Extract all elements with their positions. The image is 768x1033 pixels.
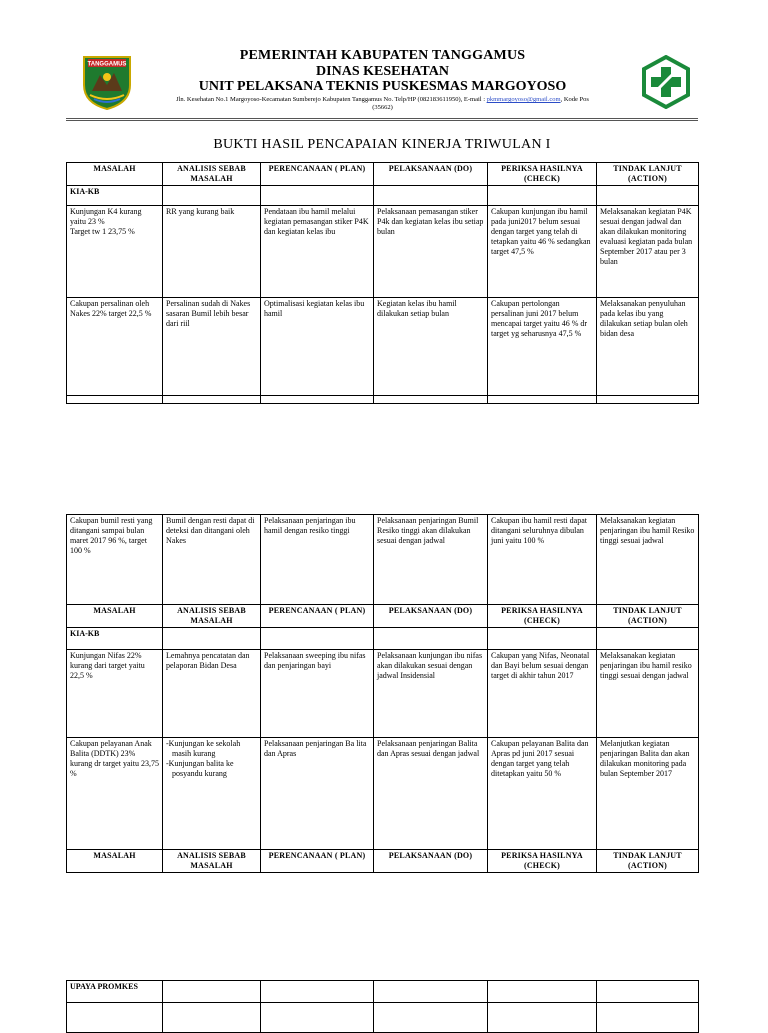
table-header-row: [67, 605, 699, 628]
col-do: PELAKSANAAN (DO): [374, 163, 488, 186]
table-row: [67, 515, 699, 605]
logo-text: TANGGAMUS: [87, 61, 127, 68]
cell-action: Melaksanakan kegiatan penjaringan ibu hamil resiko tinggi sesuai dengan jadwal: [597, 650, 699, 738]
postal-code: (35662): [372, 104, 393, 111]
table-row: [67, 206, 699, 298]
col-action: TINDAK LANJUT (ACTION): [597, 163, 699, 186]
address-text: Jln. Kesehatan No.1 Margoyoso-Kecamatan Sumberejo Kabupaten Tanggamus No. Telp/HP (082183611950), E-mail :: [176, 96, 485, 103]
cell-analisis: Lemahnya pencatatan dan pelaporan Bidan Desa: [163, 650, 261, 738]
cell-masalah: Kunjungan Nifas 22% kurang dari target yaitu 22,5 %: [67, 650, 163, 738]
col-analisis: ANALISIS SEBAB MASALAH: [163, 605, 261, 628]
section-kia: KIA-KB: [67, 186, 163, 206]
cell-action: Melaksanakan kegiatan P4K sesuai dengan jadwal dan akan dilakukan monitoring evaluasi kegiatan pada bulan September 2017 atau per 3 bulan: [597, 206, 699, 298]
cell-analisis: Bumil dengan resti dapat di deteksi dan ditangani oleh Nakes: [163, 515, 261, 605]
col-masalah: MASALAH: [67, 850, 163, 873]
cell-plan: Pelaksanaan penjaringan Ba lita dan Apras: [261, 738, 374, 850]
cell-do: Pelaksanaan penjaringan Balita dan Apras sesuai dengan jadwal: [374, 738, 488, 850]
section-kia: KIA-KB: [67, 628, 163, 650]
cell-plan: Pelaksanaan sweeping ibu nifas dan penjaringan bayi: [261, 650, 374, 738]
header-line-3: UNIT PELAKSANA TEKNIS PUSKESMAS MARGOYOSO: [198, 79, 567, 94]
cell-analisis: [163, 738, 261, 850]
col-check: PERIKSA HASILNYA (CHECK): [488, 605, 597, 628]
col-action: TINDAK LANJUT (ACTION): [597, 605, 699, 628]
section-promkes: UPAYA PROMKES: [67, 981, 163, 1003]
header-line-2: DINAS KESEHATAN: [316, 64, 449, 79]
col-analisis: ANALISIS SEBAB MASALAH: [163, 850, 261, 873]
cell-action: Melanjutkan kegiatan penjaringan Balita dan akan dilakukan monitoring pada bulan September 2017: [597, 738, 699, 850]
cell-do: Pelaksanaan penjaringan Bumil Resiko tinggi akan dilakukan sesuai dengan jadwal: [374, 515, 488, 605]
puskesmas-logo: [640, 55, 692, 109]
cell-analisis: RR yang kurang baik: [163, 206, 261, 298]
table-kinerja-2: [66, 514, 699, 873]
col-do: PELAKSANAAN (DO): [374, 850, 488, 873]
table-row: [67, 650, 699, 738]
cell-masalah: Cakupan persalinan oleh Nakes 22% target 22,5 %: [67, 298, 163, 396]
cell-action: Melaksanakan kegiatan penjaringan ibu hamil Resiko tinggi sesuai jadwal: [597, 515, 699, 605]
col-check: PERIKSA HASILNYA (CHECK): [488, 163, 597, 186]
header-line-1: PEMERINTAH KABUPATEN TANGGAMUS: [239, 48, 526, 63]
cell-check: Cakupan kunjungan ibu hamil pada juni2017 belum sesuai dengan target yang telah di tetapkan yaitu 46 % sedangkan target 47,5 %: [488, 206, 597, 298]
col-do: PELAKSANAAN (DO): [374, 605, 488, 628]
cell-check: Cakupan pelayanan Balita dan Apras pd juni 2017 sesuai dengan target yang telah ditetapkan yaitu 50 %: [488, 738, 597, 850]
col-analisis: ANALISIS SEBAB MASALAH: [163, 163, 261, 186]
col-action: TINDAK LANJUT (ACTION): [597, 850, 699, 873]
analysis-bullet: -Kunjungan ke sekolah masih kurang: [166, 739, 241, 758]
section-row: [67, 981, 699, 1003]
cell-check: Cakupan yang Nifas, Neonatal dan Bayi belum sesuai dengan target di akhir tahun 2017: [488, 650, 597, 738]
header-divider: [66, 118, 698, 119]
table-promkes: [66, 980, 699, 1033]
cell-plan: Pendataan ibu hamil melalui kegiatan pemasangan stiker P4K dan kegiatan kelas ibu: [261, 206, 374, 298]
cell-action: Melaksanakan penyuluhan pada kelas ibu yang dilakukan setiap bulan oleh bidan desa: [597, 298, 699, 396]
col-check: PERIKSA HASILNYA (CHECK): [488, 850, 597, 873]
cell-plan: Pelaksanaan penjaringan ibu hamil dengan resiko tinggi: [261, 515, 374, 605]
table-header-row: [67, 163, 699, 186]
cell-do: Kegiatan kelas ibu hamil dilakukan setiap bulan: [374, 298, 488, 396]
cell-do: Pelaksanaan pemasangan stiker P4k dan kegiatan kelas ibu setiap bulan: [374, 206, 488, 298]
cell-masalah: Cakupan bumil resti yang ditangani sampai bulan maret 2017 96 %, target 100 %: [67, 515, 163, 605]
section-row: [67, 628, 699, 650]
col-masalah: MASALAH: [67, 163, 163, 186]
cell-check: Cakupan pertolongan persalinan juni 2017 belum mencapai target yaitu 46 % dr target yg seharusnya 47,5 %: [488, 298, 597, 396]
tanggamus-logo: [78, 53, 136, 111]
table-row: [67, 298, 699, 396]
header-address: [150, 96, 615, 112]
cell-masalah: Kunjungan K4 kurang yaitu 23 % Target tw 1 23,75 %: [67, 206, 163, 298]
header-divider-2: [66, 120, 698, 121]
col-plan: PERENCANAAN ( PLAN): [261, 850, 374, 873]
table-header-row: [67, 850, 699, 873]
cell-check: Cakupan ibu hamil resti dapat ditangani seluruhnya dibulan juni yaitu 100 %: [488, 515, 597, 605]
cell-analisis: Persalinan sudah di Nakes sasaran Bumil lebih besar dari riil: [163, 298, 261, 396]
col-masalah: MASALAH: [67, 605, 163, 628]
table-row-empty: [67, 1003, 699, 1033]
address-end: , Kode Pos: [560, 96, 589, 103]
email-link[interactable]: pkmmargoyoso@gmail.com: [486, 96, 561, 103]
col-plan: PERENCANAAN ( PLAN): [261, 163, 374, 186]
cell-plan: Optimalisasi kegiatan kelas ibu hamil: [261, 298, 374, 396]
cell-masalah: Cakupan pelayanan Anak Balita (DDTK) 23% kurang dr target yaitu 23,75 %: [67, 738, 163, 850]
col-plan: PERENCANAAN ( PLAN): [261, 605, 374, 628]
document-title: BUKTI HASIL PENCAPAIAN KINERJA TRIWULAN I: [213, 137, 551, 152]
table-row: [67, 738, 699, 850]
analysis-bullet: -Kunjungan balita ke posyandu kurang: [166, 759, 234, 778]
table-kinerja-1: [66, 162, 699, 404]
section-row: [67, 186, 699, 206]
cell-do: Pelaksanaan kunjungan ibu nifas akan dilakukan sesuai dengan jadwal Insidensial: [374, 650, 488, 738]
table-row-empty: [67, 396, 699, 404]
